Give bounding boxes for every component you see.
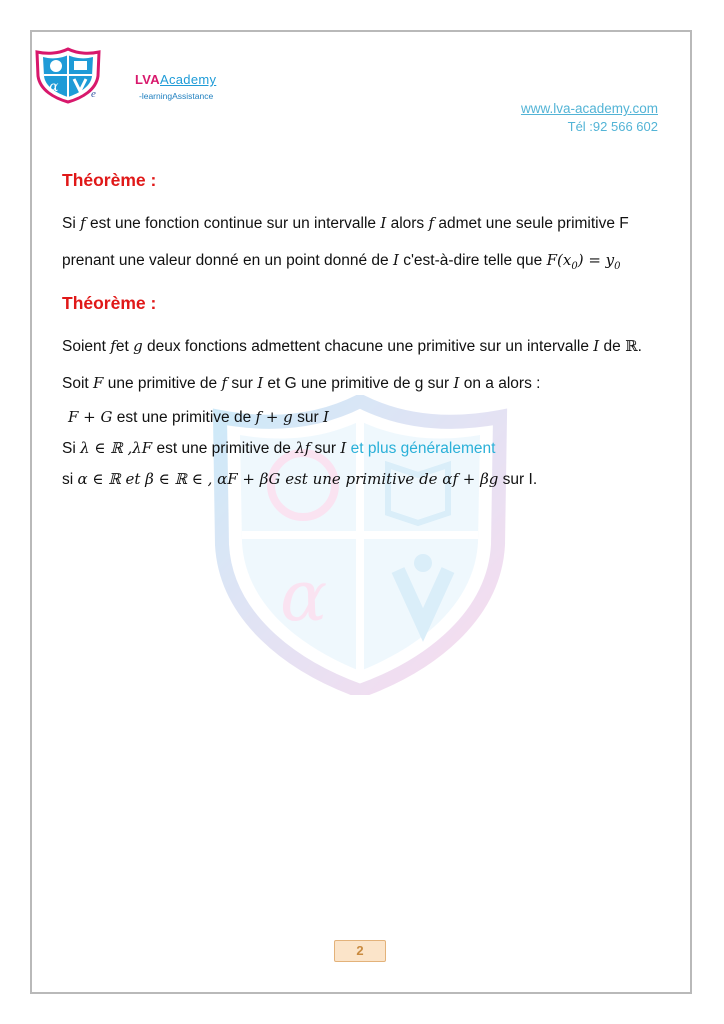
text: sur bbox=[292, 409, 323, 426]
text: Si bbox=[62, 215, 81, 232]
math-subscript: 0 bbox=[571, 261, 578, 272]
theorem1-heading: Théorème : bbox=[62, 170, 157, 190]
text: sur I. bbox=[498, 471, 538, 488]
math: λf bbox=[295, 439, 311, 457]
page-number-badge: 2 bbox=[334, 940, 386, 962]
math: ℝ bbox=[625, 337, 638, 355]
website-link[interactable]: www.lva-academy.com bbox=[520, 101, 658, 116]
logo-letter: e bbox=[91, 88, 96, 100]
linear-combination-line bbox=[62, 464, 662, 495]
text: si bbox=[62, 471, 78, 488]
math: I bbox=[340, 439, 347, 457]
math: I bbox=[380, 214, 387, 232]
math: f bbox=[110, 337, 116, 355]
theorem1-statement bbox=[62, 205, 662, 285]
text: Soient bbox=[62, 338, 111, 355]
brand-suffix[interactable]: Academy bbox=[159, 72, 217, 87]
math-subscript: 0 bbox=[614, 261, 621, 272]
math: I bbox=[257, 374, 264, 392]
generalization-note: et plus généralement bbox=[346, 440, 496, 457]
text: sur bbox=[227, 375, 258, 392]
scalar-rule-line bbox=[62, 433, 662, 464]
math: F(x bbox=[546, 251, 572, 269]
theorem2-statement bbox=[62, 328, 662, 402]
brand-subtitle: -learningAssistance bbox=[139, 91, 214, 101]
math: I bbox=[392, 251, 399, 269]
text: une primitive de bbox=[103, 375, 222, 392]
sum-rule-line bbox=[62, 402, 662, 433]
brand-name bbox=[135, 72, 216, 87]
text: est une fonction continue sur un intervalle bbox=[85, 215, 381, 232]
math: I bbox=[593, 337, 600, 355]
math: F + G bbox=[68, 408, 113, 426]
math: F bbox=[93, 374, 104, 392]
text: . Soit bbox=[62, 338, 642, 392]
math: λ ∈ ℝ ,λF bbox=[80, 439, 153, 457]
text: admet une seule primitive F prenant une valeur donné en un point donné de bbox=[62, 215, 629, 269]
text: est une primitive de bbox=[152, 440, 296, 457]
text: alors bbox=[386, 215, 429, 232]
svg-text:α: α bbox=[280, 555, 328, 637]
text: est une primitive de bbox=[112, 409, 256, 426]
math: I bbox=[453, 374, 460, 392]
math: g bbox=[133, 337, 143, 355]
math: f bbox=[80, 214, 86, 232]
math-initial-condition bbox=[546, 251, 621, 272]
document-body bbox=[62, 170, 662, 495]
text: et G une primitive de g sur bbox=[263, 375, 454, 392]
math: I bbox=[322, 408, 329, 426]
text: Si bbox=[62, 440, 81, 457]
math: f bbox=[221, 374, 228, 392]
phone-number: Tél :92 566 602 bbox=[567, 119, 658, 134]
text: de bbox=[599, 338, 626, 355]
math: ) = y bbox=[577, 251, 615, 269]
text: deux fonctions admettent chacune une primitive sur un intervalle bbox=[142, 338, 594, 355]
svg-text:α: α bbox=[49, 79, 59, 95]
brand-prefix: LVA bbox=[135, 72, 160, 87]
text: sur bbox=[310, 440, 341, 457]
math: f + g bbox=[255, 408, 293, 426]
text: et bbox=[115, 338, 134, 355]
math: f bbox=[428, 214, 435, 232]
text: c'est-à-dire telle que bbox=[398, 252, 547, 269]
text: on a alors : bbox=[459, 375, 541, 392]
theorem2-heading: Théorème : bbox=[62, 293, 157, 313]
math: α ∈ ℝ et β ∈ ℝ ∈ , αF + βG est une primitive de αf + βg bbox=[77, 470, 499, 488]
